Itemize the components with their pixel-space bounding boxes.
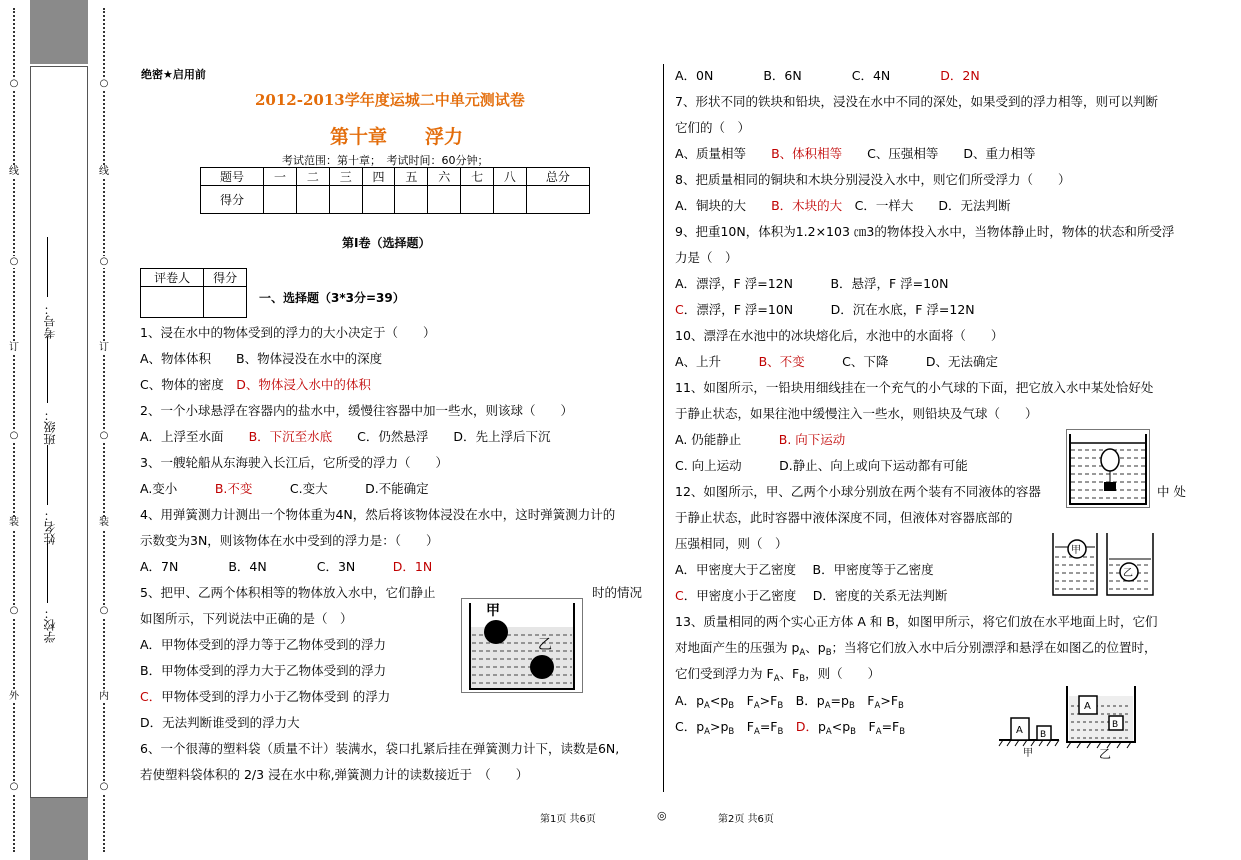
q4-option-abc: A．7N B．4N C．3N (140, 559, 393, 574)
q13-fig-a-left: A (1016, 725, 1023, 736)
chapter-title: 第十章 浮力 (330, 126, 464, 148)
q8-stem: 8、把质量相同的铜块和木块分别浸没入水中，则它们所受浮力（ ） (675, 172, 1071, 187)
school-line (47, 543, 48, 603)
q12-options-ab: A．甲密度大于乙密度 B．甲密度等于乙密度 (675, 562, 934, 577)
name-label: 姓名： (43, 509, 57, 545)
spacer (734, 719, 747, 734)
score-table-header-row (201, 168, 590, 186)
q7-options (675, 146, 1036, 162)
q6-options (675, 68, 980, 84)
q10-options (675, 354, 998, 370)
var-f: F (892, 719, 900, 734)
q11-option-a: A. 仍能静止 (675, 432, 779, 447)
var-p: p (791, 640, 800, 655)
score-header-cell: 总分 (526, 168, 589, 186)
q7-option-b: B、体积相等 (771, 146, 843, 161)
q8-option-cd: C．一样大 D．无法判断 (842, 198, 1011, 213)
q13-stem-1: 13、质量相同的两个实心正方体 A 和 B，如图甲所示，将它们放在水平地面上时，它们 (675, 614, 1158, 629)
outer-seal-char: ○ (7, 78, 21, 90)
q10-option-cd: C、下降 D、无法确定 (804, 354, 998, 369)
q5-stem-2: 如图所示，下列说法中正确的是（ ） (140, 611, 353, 626)
binding-strip (0, 0, 120, 860)
score-cell (296, 186, 329, 214)
q6-option-d: D．2N (940, 68, 980, 83)
q13-options-cd (675, 719, 905, 740)
op-eq: = (759, 719, 771, 734)
q3-stem: 3、一艘轮船从东海驶入长江后，它所受的浮力（ ） (140, 455, 448, 470)
q5-fig-label-right: 乙 (538, 637, 552, 653)
sub-b: B (728, 701, 735, 711)
outer-seal-char: ○ (7, 781, 21, 793)
q7-option-a: A、质量相等 (675, 146, 772, 161)
q12-stem-2: 于静止状态，此时容器中液体深度不同，但液体对容器底部的 (675, 510, 1013, 525)
q13-option-a-label: A． (675, 693, 697, 708)
student-info-panel (30, 66, 88, 798)
q2-option-b: B．下沉至水底 (248, 429, 333, 444)
q5-option-a: A．甲物体受到的浮力等于乙物体受到的浮力 (140, 637, 387, 652)
q12-options-cd (675, 588, 947, 604)
q6-stem-2: 若使塑料袋体积的 2/3 浸在水中称,弹簧测力计的读数接近于 （ ） (140, 767, 529, 782)
score-header-cell: 五 (395, 168, 428, 186)
q8-options (675, 198, 1011, 214)
var-p: p (817, 640, 826, 655)
q5-option-d: D．无法判断谁受到的浮力大 (140, 715, 300, 730)
score-header-cell: 四 (362, 168, 395, 186)
q12-stem-3: 压强相同，则（ ） (675, 536, 788, 551)
q3-option-cd: C.变大 D.不能确定 (252, 481, 429, 496)
part1-title: 第Ⅰ卷（选择题） (342, 236, 431, 250)
q13-fig-b-right: B (1112, 720, 1119, 730)
q12-stem-1b: 中 处 (1157, 484, 1186, 499)
q5-stem-1: 5、把甲、乙两个体积相等的物体放入水中，它们静止 (140, 585, 436, 600)
q11-figure-drawing (1067, 430, 1149, 507)
school-label: 学校： (43, 607, 57, 643)
outer-seal-char: ○ (7, 430, 21, 442)
op-eq: = (881, 719, 893, 734)
q13-figure (995, 676, 1140, 761)
grader-score-cell (204, 287, 247, 318)
q13-option-d-label: D． (783, 719, 818, 734)
outer-seal-char: ○ (7, 256, 21, 268)
score-header-cell: 题号 (201, 168, 264, 186)
var-f: F (770, 719, 778, 734)
footer-page-left: 第1页 共6页 (540, 814, 596, 825)
inner-seal-char: ○ (97, 78, 111, 90)
inner-seal-char: ○ (97, 605, 111, 617)
sub-a: A (753, 727, 760, 737)
q13-stem-2 (675, 640, 1157, 661)
q12-option-cd-text: ．甲密度小于乙密度 D．密度的关系无法判断 (683, 588, 948, 603)
q8-option-b: B．木块的大 (771, 198, 843, 213)
score-table-score-row (201, 186, 590, 214)
score-row-label: 得分 (201, 186, 264, 214)
comma: 、 (779, 666, 793, 681)
var-f: F (890, 693, 899, 708)
q9-option-cd-text: ．漂浮，F 浮=10N D．沉在水底，F 浮=12N (683, 302, 975, 317)
q2-option-a: A．上浮至水面 (140, 429, 249, 444)
var-p: p (720, 719, 729, 734)
q7-stem-2: 它们的（ ） (675, 120, 751, 135)
q4-option-d: D．1N (392, 559, 433, 574)
q13-options-ab (675, 693, 904, 714)
sub-b: B (799, 674, 806, 684)
var-f: F (868, 719, 876, 734)
spacer (855, 693, 868, 708)
grader-cell (141, 287, 204, 318)
q5-option-b: B．甲物体受到的浮力大于乙物体受到的浮力 (140, 663, 387, 678)
q5-option-c-letter: C． (140, 689, 162, 704)
q7-option-cd: C、压强相等 D、重力相等 (842, 146, 1036, 161)
name-line (47, 445, 48, 505)
sub-a: A (874, 701, 881, 711)
q6-stem-1: 6、一个很薄的塑料袋（质量不计）装满水，袋口扎紧后挂在弹簧测力计下，读数是6N, (140, 741, 620, 756)
q3-options (140, 481, 429, 497)
score-header-cell: 一 (264, 168, 297, 186)
sub-a: A (799, 648, 806, 658)
q12-fig-label-left: 甲 (1071, 545, 1081, 556)
q4-stem-1: 4、用弹簧测力计测出一个物体重为4N，然后将该物体浸没在水中，这时弹簧测力计的 (140, 507, 616, 522)
q5-figure-drawing (462, 599, 582, 692)
spacer (734, 693, 747, 708)
sub-b: B (777, 727, 784, 737)
var-p: p (720, 693, 729, 708)
score-header-cell: 八 (494, 168, 527, 186)
score-header-cell: 七 (461, 168, 494, 186)
sub-b: B (825, 648, 832, 658)
exam-title: 2012-2013学年度运城二中单元测试卷 (255, 91, 525, 109)
sub-a: A (704, 701, 710, 711)
q10-option-b: B、不变 (758, 354, 805, 369)
q11-options-ab (675, 432, 845, 448)
q12-figure-drawing (1047, 525, 1159, 601)
q12-fig-label-right: 乙 (1123, 568, 1133, 579)
var-f: F (770, 693, 778, 708)
q5-option-c-text: 甲物体受到的浮力小于乙物体受到 的浮力 (161, 689, 391, 704)
score-cell (264, 186, 297, 214)
q1-option-d: D、物体浸入水中的体积 (236, 377, 371, 392)
q7-stem-1: 7、形状不同的铁块和铅块，浸没在水中不同的深处，如果受到的浮力相等，则可以判断 (675, 94, 1158, 109)
outer-seal-char: 线 (9, 166, 19, 177)
exam-no-label: 考号： (43, 303, 57, 339)
inner-seal-char: ○ (97, 781, 111, 793)
q1-options-cd (140, 377, 371, 393)
q11-stem-1: 11、如图所示，一铅块用细线挂在一个充气的小气球的下面，把它放入水中某处恰好处 (675, 380, 1154, 395)
footer-center-mark: ◎ (657, 809, 667, 822)
sub-a: A (753, 701, 760, 711)
sub-a: A (773, 674, 780, 684)
var-p: p (816, 693, 825, 708)
op-gt: > (759, 693, 771, 708)
score-cell (428, 186, 461, 214)
q13-option-b-label: B． (783, 693, 817, 708)
score-header-cell: 六 (428, 168, 461, 186)
sub-b: B (777, 701, 784, 711)
inner-seal-char: ○ (97, 256, 111, 268)
class-label: 班级： (43, 409, 57, 445)
q5-stem-1b: 时的情况 (592, 585, 643, 600)
op-gt: > (880, 693, 891, 708)
var-f: F (746, 719, 754, 734)
sub-b: B (899, 727, 906, 737)
q13-stem-3b: ，则（ ） (805, 666, 881, 681)
q13-stem-3a: 它们受到浮力为 (675, 666, 767, 681)
q3-option-b: B.不变 (214, 481, 253, 496)
q13-fig-b-left: B (1040, 730, 1047, 740)
inner-seal-char: 订 (99, 342, 109, 353)
q1-options-ab: A、物体体积 B、物体浸没在水中的深度 (140, 351, 383, 366)
q9-stem-1: 9、把重10N，体积为1.2×103 ㎝3的物体投入水中，当物体静止时，物体的状态和所受浮 (675, 224, 1175, 239)
sub-b: B (898, 701, 904, 711)
q13-fig-label-left: 甲 (1023, 748, 1033, 759)
spacer (856, 719, 869, 734)
q6-option-abc: A．0N B．6N C．4N (675, 68, 941, 83)
q12-option-c-letter: C (675, 588, 684, 603)
exam-info: 考试范围：第十章； 考试时间：60分钟； (282, 154, 489, 167)
q9-options-ab: A．漂浮，F 浮=12N B．悬浮，F 浮=10N (675, 276, 949, 291)
var-f: F (766, 666, 774, 681)
sub-a: A (704, 727, 710, 737)
inner-seal-char: ○ (97, 430, 111, 442)
outer-seal-char: 订 (9, 342, 19, 353)
comma: 、 (805, 640, 818, 655)
q12-figure (1047, 525, 1159, 601)
outer-seal-char: ○ (7, 605, 21, 617)
q10-stem: 10、漂浮在水池中的冰块熔化后，水池中的水面将（ ） (675, 328, 1004, 343)
var-p: p (696, 693, 704, 708)
q9-options-cd (675, 302, 975, 318)
section-heading: 一、选择题（3*3分=39） (259, 291, 405, 305)
var-p: p (817, 719, 826, 734)
q3-option-a: A.变小 (140, 481, 215, 496)
op-gt: > (710, 719, 721, 734)
q5-option-c (140, 689, 390, 705)
var-f: F (867, 693, 875, 708)
sub-a: A (824, 701, 831, 711)
footer-page-right: 第2页 共6页 (718, 814, 774, 825)
q2-option-cd: C．仍然悬浮 D．先上浮后下沉 (332, 429, 551, 444)
q4-options (140, 559, 432, 575)
q2-options (140, 429, 551, 445)
q5-fig-label-left: 甲 (486, 603, 500, 619)
q1-stem: 1、浸在水中的物体受到的浮力的大小决定于（ ） (140, 325, 436, 340)
q11-stem-2: 于静止状态，如果往池中缓慢注入一些水，则铅块及气球（ ） (675, 406, 1038, 421)
binding-gray-top (30, 0, 88, 64)
sub-b: B (850, 727, 857, 737)
q11-options-cd: C. 向上运动 D.静止、向上或向下运动都有可能 (675, 458, 968, 473)
q9-option-c-letter: C (675, 302, 684, 317)
q13-stem-3 (675, 666, 880, 687)
inner-seal-char: 线 (99, 166, 109, 177)
q12-stem-1: 12、如图所示，甲、乙两个小球分别放在两个装有不同液体的容器 (675, 484, 1041, 499)
var-f: F (746, 693, 754, 708)
grader-table (140, 268, 247, 318)
score-cell (329, 186, 362, 214)
q8-option-a: A．铜块的大 (675, 198, 772, 213)
q4-stem-2: 示数变为3N，则该物体在水中受到的浮力是：（ ） (140, 533, 439, 548)
outer-seal-char: 装 (9, 517, 19, 528)
q5-figure (461, 598, 583, 693)
score-cell (461, 186, 494, 214)
inner-seal-char: 内 (99, 691, 109, 702)
q13-fig-label-right: 乙 (1099, 747, 1112, 761)
q11-option-b: B. 向下运动 (778, 432, 846, 447)
score-cell (526, 186, 589, 214)
sub-a: A (825, 727, 832, 737)
var-p: p (696, 719, 705, 734)
var-p: p (842, 719, 851, 734)
score-header-cell: 二 (296, 168, 329, 186)
class-line (47, 337, 48, 403)
secret-mark: 绝密★启用前 (141, 68, 206, 81)
q9-stem-2: 力是（ ） (675, 250, 738, 265)
score-cell (362, 186, 395, 214)
sub-b: B (848, 701, 855, 711)
exam-no-line (47, 237, 48, 297)
q13-stem-2a: 对地面产生的压强为 (675, 640, 792, 655)
score-table (200, 167, 590, 214)
q13-option-c-label: C． (675, 719, 697, 734)
op-lt: < (831, 719, 843, 734)
op-lt: < (709, 693, 721, 708)
q2-stem: 2、一个小球悬浮在容器内的盐水中，缓慢往容器中加一些水，则该球（ ） (140, 403, 573, 418)
outer-seal-char: 外 (9, 691, 19, 702)
score-header-cell: 三 (329, 168, 362, 186)
inner-seal-char: 装 (99, 517, 109, 528)
grader-score-label: 得分 (204, 269, 247, 287)
q10-option-a: A、上升 (675, 354, 759, 369)
sub-b: B (728, 727, 735, 737)
page-divider (663, 64, 664, 792)
q1-option-c: C、物体的密度 (140, 377, 237, 392)
q13-stem-2b: ；当将它们放入水中后分别漂浮和悬浮在如图乙的位置时， (831, 640, 1157, 655)
score-cell (395, 186, 428, 214)
binding-gray-bottom (30, 798, 88, 860)
sub-a: A (875, 727, 882, 737)
var-p: p (841, 693, 849, 708)
grader-label: 评卷人 (141, 269, 204, 287)
q11-figure (1066, 429, 1150, 508)
op-eq: = (830, 693, 841, 708)
q13-fig-a-right: A (1084, 701, 1091, 712)
q13-figure-drawing (995, 676, 1140, 761)
var-f: F (792, 666, 800, 681)
score-cell (494, 186, 527, 214)
